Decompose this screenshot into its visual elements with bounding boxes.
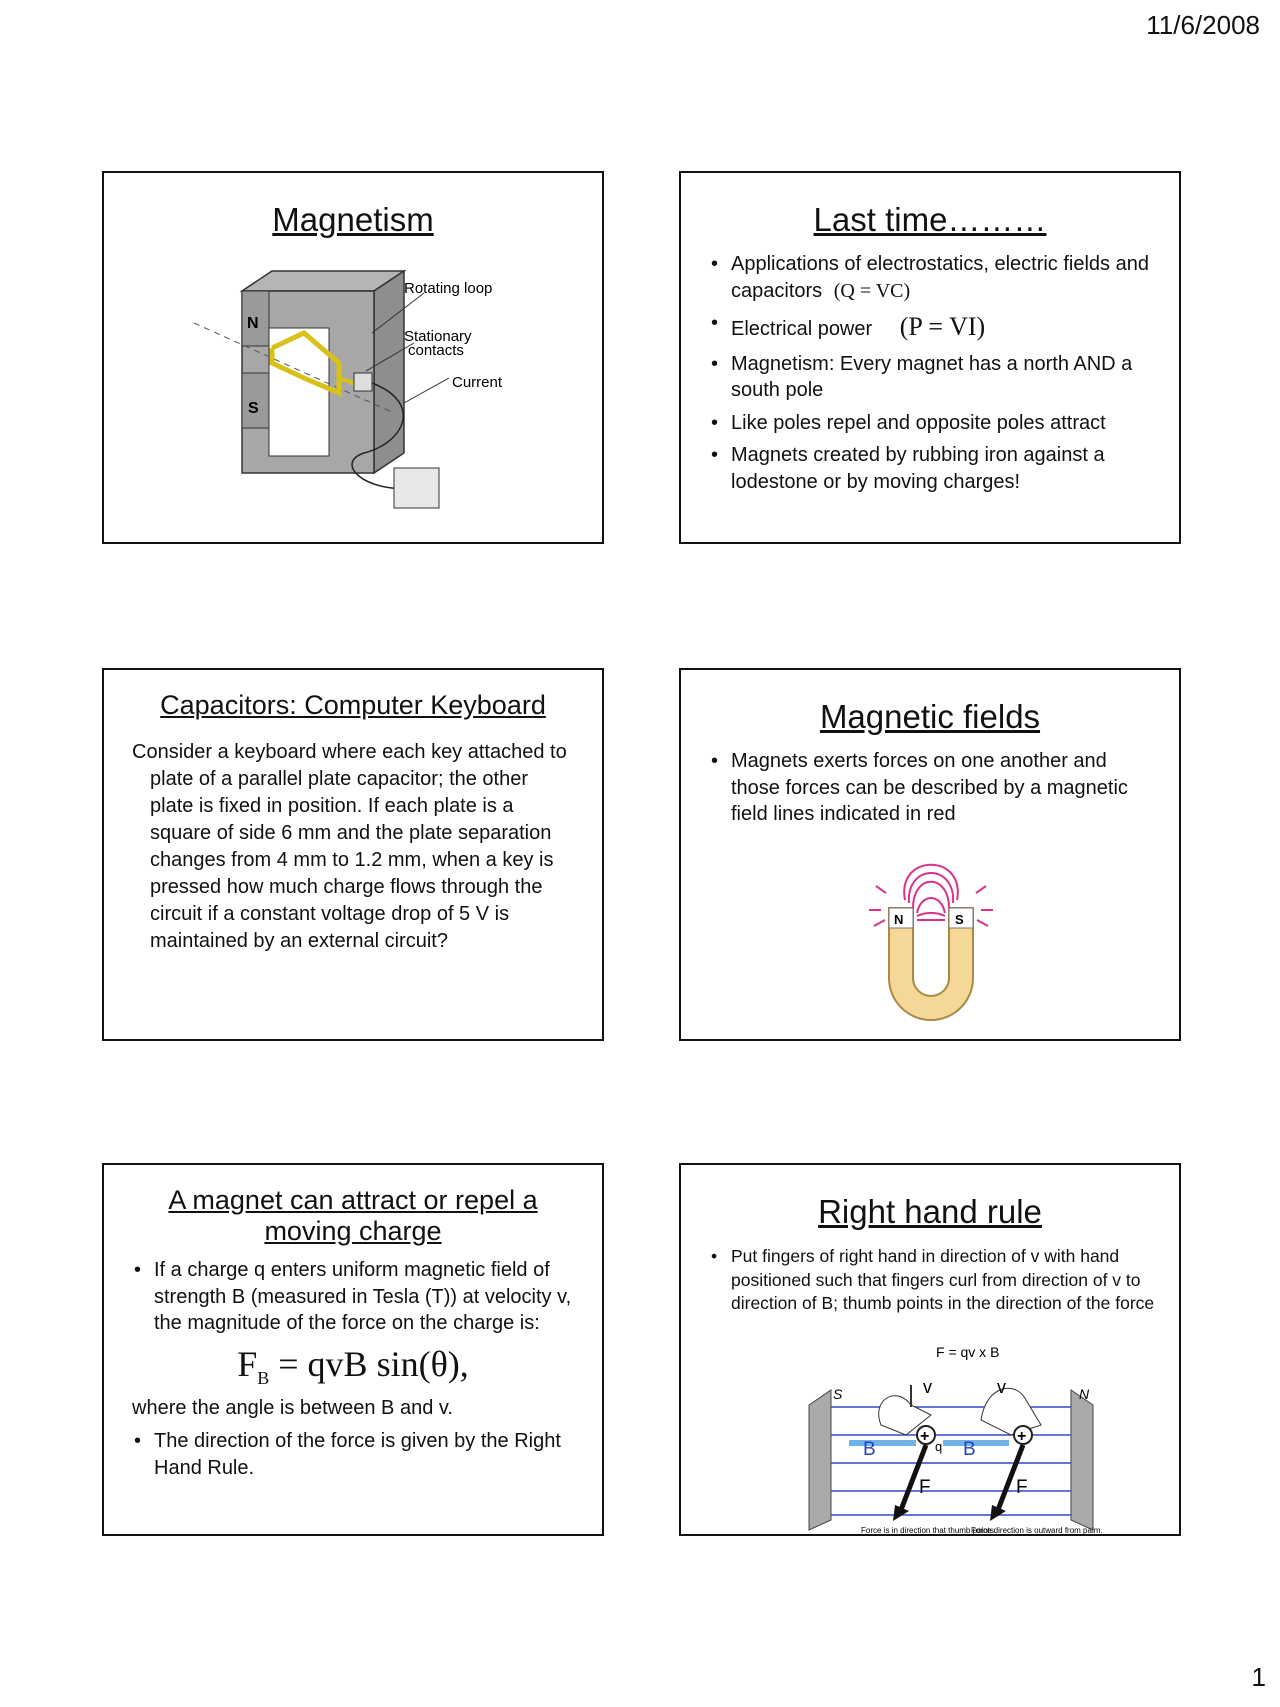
right-hand-rule-figure <box>681 1325 1181 1535</box>
slide-title: Magnetic fields <box>819 698 1041 735</box>
page-number: 1 <box>1251 1662 1266 1692</box>
f-label-left: F <box>919 1477 931 1498</box>
label-current: Current <box>452 374 503 391</box>
equation: (P = VI) <box>899 312 986 342</box>
slide-magnet-moving-charge <box>102 1163 604 1536</box>
label-rotating-loop: Rotating loop <box>404 280 493 297</box>
problem-text: Consider a keyboard where each key attached to plate of a parallel plate capacitor; the other plate is fixed in position. If each plate is a square of side 6 mm and the plate separation changes from 4 mm to 1.2 mm, when a key is pressed how much charge flows through the circuit if a constant voltage drop of 5 V is maintained by an external circuit? <box>132 741 567 953</box>
bullet-item: • Applications of electrostatics, electric fields and capacitors (Q = VC) <box>711 251 1155 304</box>
svg-text:+: + <box>1017 1428 1027 1445</box>
slide-capacitors-keyboard <box>102 668 604 1041</box>
bullet-item: • Magnets exerts forces on one another and those forces can be described by a magnetic field lines indicated in red <box>711 748 1155 828</box>
slide-last-time <box>679 171 1181 544</box>
caption-left: Force is in direction that thumb points. <box>861 1526 997 1535</box>
formula-label: F = qv x B <box>936 1344 1000 1360</box>
b-label-right: B <box>963 1439 976 1460</box>
label-stationary: Stationary <box>404 328 472 345</box>
bullet-list <box>711 1245 1155 1316</box>
caption-right: Force direction is outward from palm. <box>971 1526 1103 1535</box>
force-equation: $F_B$ = qvB sin(θ), <box>237 1343 469 1389</box>
pole-n-label: N <box>247 315 259 332</box>
bullet-item: • Put fingers of right hand in direction of v with hand positioned such that fingers curl from direction of v to direction of B; thumb points in the direction of the force <box>711 1245 1155 1316</box>
label-contacts: contacts <box>408 342 464 359</box>
magnet-n-label: N <box>894 912 904 927</box>
pole-s-label: S <box>248 400 259 417</box>
f-label-right: F <box>1016 1477 1028 1498</box>
slide-title: Magnetism <box>272 201 434 238</box>
horseshoe-magnet-figure <box>681 858 1181 1028</box>
bullet-list <box>134 1428 578 1481</box>
slide-title: Last time……… <box>813 201 1047 238</box>
slide-title: A magnet can attract or repel a moving charge <box>168 1185 538 1247</box>
north-label: N <box>1079 1386 1090 1402</box>
b-label-left: B <box>863 1439 876 1460</box>
south-label: S <box>833 1386 843 1402</box>
bullet-list <box>711 748 1155 828</box>
bullet-item: • If a charge q enters uniform magnetic field of strength B (measured in Tesla (T)) at velocity v, the magnitude of the force on the charge is: <box>134 1257 578 1337</box>
slide-right-hand-rule <box>679 1163 1181 1536</box>
q-label: q <box>935 1439 943 1454</box>
equation: (Q = VC) <box>833 279 911 302</box>
equation-note: where the angle is between B and v. <box>132 1397 453 1420</box>
v-label-left: v <box>923 1377 932 1397</box>
svg-text:+: + <box>920 1428 930 1445</box>
bullet-item: • Electrical power (P = VI) <box>711 310 1155 345</box>
slide-magnetic-fields <box>679 668 1181 1041</box>
slide-magnetism <box>102 171 604 544</box>
motor-loop-figure <box>104 253 604 523</box>
slide-title: Right hand rule <box>818 1193 1042 1230</box>
bullet-list <box>711 251 1155 496</box>
v-label-right: v <box>997 1377 1006 1397</box>
header-date: 11/6/2008 <box>1146 10 1260 40</box>
bullet-item: • Magnetism: Every magnet has a north AND a south pole <box>711 351 1155 404</box>
bullet-item: • Magnets created by rubbing iron against a lodestone or by moving charges! <box>711 442 1155 495</box>
bullet-item: • The direction of the force is given by the Right Hand Rule. <box>134 1428 578 1481</box>
magnet-s-label: S <box>955 912 964 927</box>
bullet-item: • Like poles repel and opposite poles attract <box>711 410 1155 437</box>
bullet-list <box>134 1257 578 1337</box>
slide-title: Capacitors: Computer Keyboard <box>160 690 546 720</box>
